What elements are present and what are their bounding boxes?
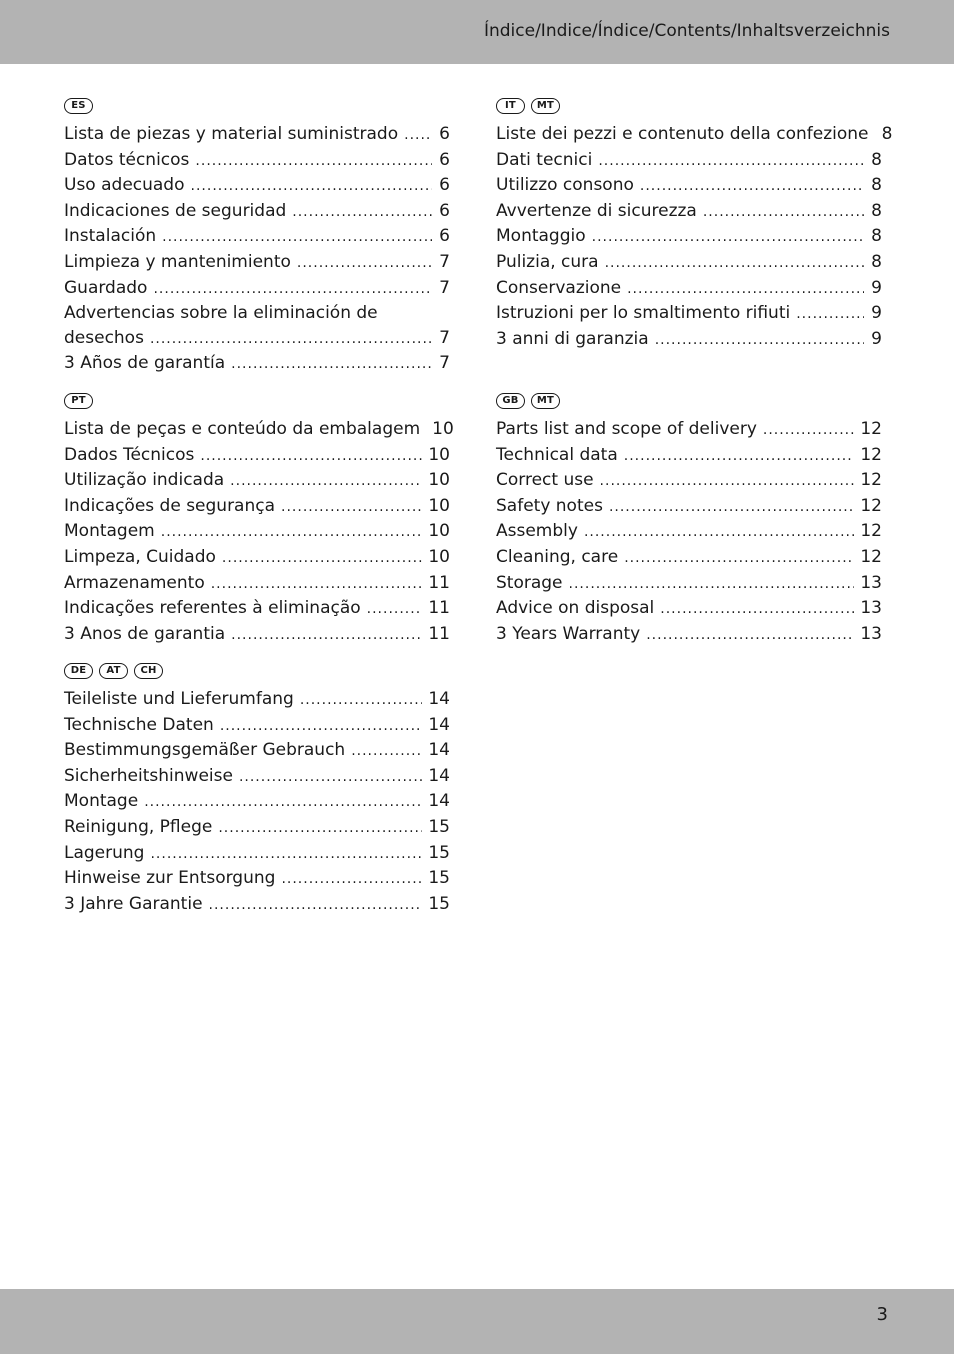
toc-entry[interactable] <box>64 866 450 892</box>
toc-entry[interactable] <box>64 596 450 622</box>
toc-entry[interactable] <box>496 148 882 174</box>
toc-entry[interactable] <box>496 327 882 353</box>
header-title: Índice/Indice/Índice/Contents/Inhaltsverzeichnis <box>483 21 890 41</box>
toc-entry[interactable] <box>64 738 450 764</box>
toc-entry-label: 3 anni di garanzia <box>496 328 649 349</box>
dot-leader <box>569 572 855 597</box>
dot-leader <box>239 765 422 790</box>
dot-leader <box>153 277 432 302</box>
language-badge-pt: PT <box>64 393 93 409</box>
toc-entry-label: Technische Daten <box>64 714 214 735</box>
dot-leader <box>404 123 432 148</box>
toc-entry[interactable] <box>496 494 882 520</box>
toc-entry[interactable] <box>64 443 450 469</box>
toc-entry-label: Montage <box>64 791 139 812</box>
toc-entry-label: Reinigung, Pflege <box>64 816 213 837</box>
toc-entry[interactable] <box>64 148 450 174</box>
dot-leader <box>627 277 864 302</box>
toc-entry-label: Assembly <box>496 521 578 542</box>
dot-leader <box>655 328 864 353</box>
toc-section-it <box>496 94 893 352</box>
language-badge-de: DE <box>64 663 93 679</box>
toc-entry-label: Dados Técnicos <box>64 444 195 465</box>
language-badges <box>496 94 882 118</box>
dot-leader <box>161 520 423 545</box>
dot-leader <box>367 597 423 622</box>
dot-leader <box>211 572 423 597</box>
toc-entry-label: Indicações de segurança <box>64 495 276 516</box>
toc-entry-page: 6 <box>439 175 450 196</box>
toc-entry-page: 14 <box>428 791 450 812</box>
dot-leader <box>200 444 422 469</box>
language-badges <box>64 94 450 118</box>
toc-entry[interactable] <box>496 468 882 494</box>
toc-entry-page: 7 <box>439 277 450 298</box>
dot-leader <box>605 251 864 276</box>
toc-entry-label: Lagerung <box>64 842 145 863</box>
toc-entry-page: 7 <box>439 327 450 348</box>
toc-entry[interactable] <box>64 417 454 443</box>
header-band <box>0 0 954 64</box>
toc-entry[interactable] <box>64 687 450 713</box>
language-badges <box>496 389 882 413</box>
toc-entry[interactable] <box>64 468 450 494</box>
toc-entry-page: 12 <box>860 444 882 465</box>
toc-entry-label: Utilizzo consono <box>496 175 634 196</box>
dot-leader <box>584 520 854 545</box>
dot-leader <box>230 469 422 494</box>
toc-entry[interactable] <box>64 713 450 739</box>
toc-entry-page: 11 <box>428 598 450 619</box>
dot-leader <box>220 714 423 739</box>
language-badge-at: AT <box>99 663 128 679</box>
toc-entry-page: 15 <box>428 842 450 863</box>
toc-entry[interactable] <box>496 173 882 199</box>
language-badge-mt: MT <box>531 98 560 114</box>
toc-entry[interactable] <box>496 199 882 225</box>
toc-entry[interactable] <box>64 571 450 597</box>
language-badges <box>64 659 450 683</box>
toc-entry-page: 6 <box>439 149 450 170</box>
toc-entry-page: 14 <box>428 740 450 761</box>
toc-entry[interactable] <box>496 596 882 622</box>
toc-entry-label: Teileliste und Lieferumfang <box>64 689 294 709</box>
dot-leader <box>646 623 854 648</box>
toc-entry[interactable] <box>64 250 450 276</box>
toc-entry-label: 3 Anos de garantia <box>64 623 226 644</box>
toc-entry-label: Advertencias sobre la eliminación de <box>64 303 378 324</box>
toc-entry[interactable] <box>64 199 450 225</box>
toc-entry-page: 8 <box>871 175 882 196</box>
toc-entry-label: Lista de piezas y material suministrado <box>64 124 399 144</box>
dot-leader <box>191 174 432 199</box>
toc-entry-label: 3 Jahre Garantie <box>64 893 203 914</box>
dot-leader <box>660 597 854 622</box>
dot-leader <box>351 739 422 764</box>
dot-leader <box>292 200 432 225</box>
toc-entry-page: 12 <box>860 546 882 567</box>
toc-entry-page: 10 <box>428 546 450 567</box>
toc-entry-page: 13 <box>860 572 882 593</box>
toc-entry[interactable] <box>64 892 450 918</box>
toc-entry-label: Montagem <box>64 521 155 542</box>
dot-leader <box>281 495 422 520</box>
toc-entry-page: 10 <box>428 444 450 465</box>
toc-entry[interactable] <box>496 443 882 469</box>
toc-entry-label: Storage <box>496 572 563 593</box>
toc-entry-page: 7 <box>439 251 450 272</box>
toc-entry-page: 15 <box>428 893 450 914</box>
toc-entry-label: Guardado <box>64 277 148 298</box>
toc-entry[interactable] <box>64 276 450 302</box>
toc-entry-page: 8 <box>871 251 882 272</box>
toc-entry[interactable] <box>496 571 882 597</box>
toc-entry[interactable] <box>496 417 882 443</box>
dot-leader <box>195 149 432 174</box>
toc-entry[interactable] <box>64 224 450 250</box>
page-number: 3 <box>876 1304 888 1325</box>
toc-entry-page: 12 <box>860 521 882 542</box>
toc-entry[interactable] <box>496 301 882 327</box>
toc-entry[interactable] <box>64 622 450 648</box>
toc-entry-label: Correct use <box>496 470 594 491</box>
toc-entry-label: Pulizia, cura <box>496 251 599 272</box>
toc-entry[interactable] <box>64 519 450 545</box>
toc-entry[interactable] <box>64 841 450 867</box>
toc-entry-page: 8 <box>871 149 882 170</box>
language-badge-ch: CH <box>134 663 163 679</box>
toc-entry-page: 12 <box>860 470 882 491</box>
dot-leader <box>150 842 422 867</box>
dot-leader <box>150 327 432 352</box>
toc-entry-page: 14 <box>428 689 450 709</box>
dot-leader <box>231 623 422 648</box>
toc-entry-page: 11 <box>428 623 450 644</box>
dot-leader <box>162 225 432 250</box>
toc-entry-page: 9 <box>871 328 882 349</box>
toc-entry-label: Advice on disposal <box>496 598 655 619</box>
toc-entry-label: desechos <box>64 327 144 348</box>
toc-entry[interactable] <box>496 224 882 250</box>
toc-entry-page: 9 <box>871 303 882 324</box>
dot-leader <box>592 225 864 250</box>
toc-entry[interactable] <box>496 276 882 302</box>
toc-entry[interactable] <box>64 122 450 148</box>
toc-entry[interactable] <box>64 326 450 352</box>
dot-leader <box>598 149 864 174</box>
toc-entry[interactable] <box>64 764 450 790</box>
toc-entry-page: 7 <box>439 353 450 374</box>
toc-entry-page: 8 <box>871 200 882 221</box>
toc-entry-label: Sicherheitshinweise <box>64 765 233 786</box>
toc-entry-label: Liste dei pezzi e contenuto della confezione <box>496 124 869 144</box>
toc-entry-label: Technical data <box>496 444 618 465</box>
dot-leader <box>624 444 855 469</box>
toc-entry[interactable] <box>496 622 882 648</box>
toc-entry-label: Hinweise zur Entsorgung <box>64 868 276 889</box>
toc-entry-page: 10 <box>428 470 450 491</box>
toc-entry-label: Safety notes <box>496 495 603 516</box>
toc-entry-page: 13 <box>860 623 882 644</box>
toc-entry-page: 11 <box>428 572 450 593</box>
toc-entry-page: 12 <box>860 495 882 516</box>
toc-entry-label: Dati tecnici <box>496 149 593 170</box>
language-badge-mt: MT <box>531 393 560 409</box>
toc-entry-label: Limpeza, Cuidado <box>64 546 216 567</box>
toc-entry-page: 12 <box>860 419 882 439</box>
toc-entry-label: Parts list and scope of delivery <box>496 419 757 439</box>
toc-entry[interactable] <box>64 545 450 571</box>
language-badge-it: IT <box>496 98 525 114</box>
language-badge-es: ES <box>64 98 93 114</box>
dot-leader <box>300 688 423 713</box>
toc-section-de <box>64 659 450 917</box>
dot-leader <box>281 867 422 892</box>
toc-entry-page: 8 <box>871 226 882 247</box>
toc-entry-label: Limpieza y mantenimiento <box>64 251 291 272</box>
toc-entry[interactable] <box>496 250 882 276</box>
dot-leader <box>763 418 854 443</box>
toc-entry-page: 9 <box>871 277 882 298</box>
dot-leader <box>297 251 432 276</box>
toc-entry-page: 15 <box>428 816 450 837</box>
language-badge-gb: GB <box>496 393 525 409</box>
toc-section-pt <box>64 389 454 647</box>
toc-entry-page: 14 <box>428 714 450 735</box>
footer-band <box>0 1289 954 1354</box>
dot-leader <box>624 546 854 571</box>
toc-entry[interactable] <box>64 789 450 815</box>
toc-entry-label: Avvertenze di sicurezza <box>496 200 697 221</box>
language-badges <box>64 389 450 413</box>
toc-section-gb <box>496 389 882 647</box>
toc-entry-page: 13 <box>860 598 882 619</box>
toc-entry-label: Armazenamento <box>64 572 205 593</box>
dot-leader <box>231 352 432 377</box>
toc-section-es <box>64 94 450 377</box>
dot-leader <box>209 893 423 918</box>
toc-entry-label: Istruzioni per lo smaltimento rifiuti <box>496 303 791 324</box>
toc-entry-label: Uso adecuado <box>64 175 185 196</box>
toc-entry[interactable] <box>64 815 450 841</box>
toc-entry[interactable] <box>496 519 882 545</box>
toc-entry-label: Bestimmungsgemäßer Gebrauch <box>64 740 346 761</box>
toc-entry[interactable] <box>64 173 450 199</box>
dot-leader <box>609 495 854 520</box>
dot-leader <box>144 790 422 815</box>
toc-entry-page: 10 <box>428 495 450 516</box>
toc-entry[interactable] <box>496 545 882 571</box>
toc-entry-label: Utilização indicada <box>64 470 225 491</box>
toc-entry-page: 6 <box>439 124 450 144</box>
toc-entry-label: 3 Años de garantía <box>64 353 226 374</box>
dot-leader <box>796 302 864 327</box>
toc-entry-page: 6 <box>439 226 450 247</box>
toc-entry-label: Indicações referentes à eliminação <box>64 598 361 619</box>
dot-leader <box>600 469 855 494</box>
toc-entry-page: 6 <box>439 200 450 221</box>
toc-entry[interactable] <box>64 351 450 377</box>
toc-entry-page: 14 <box>428 765 450 786</box>
toc-entry-page: 10 <box>428 521 450 542</box>
dot-leader <box>703 200 864 225</box>
toc-entry-label: Lista de peças e conteúdo da embalagem <box>64 419 421 439</box>
toc-entry-label: Datos técnicos <box>64 149 190 170</box>
toc-entry[interactable] <box>64 301 450 326</box>
dot-leader <box>640 174 864 199</box>
toc-entry-page: 8 <box>881 124 893 144</box>
dot-leader <box>218 816 422 841</box>
toc-entry-label: Instalación <box>64 226 157 247</box>
toc-entry-page: 15 <box>428 868 450 889</box>
toc-entry-label: Indicaciones de seguridad <box>64 200 287 221</box>
toc-entry-label: Montaggio <box>496 226 586 247</box>
toc-entry-page: 10 <box>432 419 454 439</box>
toc-entry-label: Conservazione <box>496 277 622 298</box>
toc-entry-label: 3 Years Warranty <box>496 623 641 644</box>
toc-entry[interactable] <box>64 494 450 520</box>
toc-entry[interactable] <box>496 122 893 148</box>
toc-entry-label: Cleaning, care <box>496 546 619 567</box>
dot-leader <box>222 546 422 571</box>
